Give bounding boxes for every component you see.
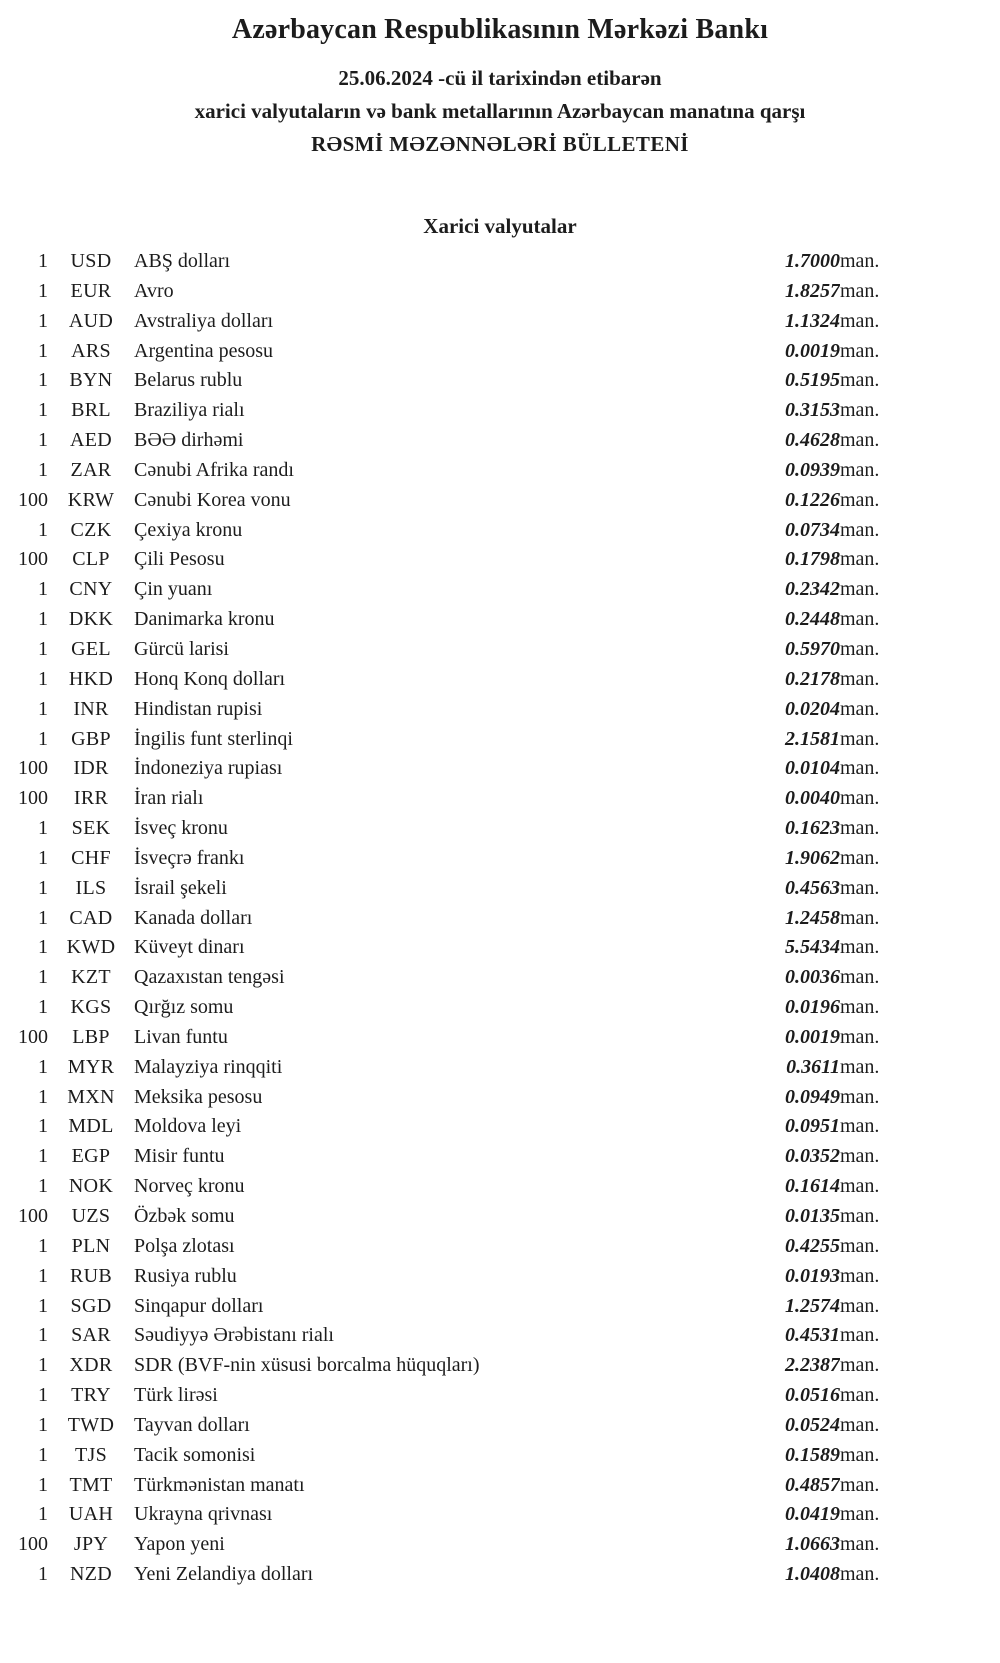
- currency-code: UZS: [71, 1205, 111, 1227]
- rate-row: [0, 277, 910, 307]
- currency-code: CHF: [71, 846, 111, 869]
- rate-row: [0, 1351, 910, 1381]
- rate-row: [0, 456, 910, 486]
- currency-code: UAH: [68, 1503, 114, 1526]
- currency-code: CZK: [70, 518, 112, 541]
- currency-name: Hindistan rupisi: [134, 697, 263, 720]
- rate-value: 0.1614: [785, 1175, 840, 1198]
- rate-row: [0, 993, 910, 1023]
- quantity: 1: [38, 1264, 48, 1287]
- currency-code: JPY: [73, 1533, 109, 1556]
- rate-value: 1.0663: [785, 1533, 840, 1556]
- rate-row: [0, 784, 910, 814]
- currency-name: Avstraliya dolları: [134, 309, 274, 332]
- unit-label: man.: [840, 846, 880, 869]
- currency-name: Cənubi Afrika randı: [134, 458, 294, 481]
- quantity: 1: [38, 1563, 48, 1586]
- rate-value: 0.0193: [785, 1264, 840, 1287]
- subtitle-line: xarici valyutaların və bank metallarının Azərbaycan manatına qarşı: [194, 99, 806, 123]
- rate-value: 0.3611: [786, 1055, 840, 1078]
- currency-name: Argentina pesosu: [134, 339, 274, 362]
- quantity: 1: [38, 339, 48, 362]
- quantity: 100: [18, 1205, 48, 1227]
- rate-row: [0, 874, 910, 904]
- exchange-rates-table: [0, 247, 910, 1590]
- unit-label: man.: [840, 996, 880, 1019]
- quantity: 1: [38, 1085, 48, 1108]
- quantity: 1: [38, 369, 48, 392]
- rate-value: 2.1581: [785, 727, 840, 750]
- currency-code: IDR: [73, 757, 109, 780]
- currency-name: Braziliya rialı: [134, 399, 245, 422]
- currency-name: Küveyt dinarı: [134, 936, 245, 959]
- rate-value: 1.2458: [785, 906, 840, 929]
- quantity: 1: [38, 906, 48, 929]
- rate-row: [0, 1112, 910, 1142]
- currency-code: BRL: [71, 399, 111, 422]
- currency-code: MYR: [67, 1055, 115, 1078]
- currency-name: İsveç kronu: [134, 817, 228, 840]
- currency-code: AED: [69, 429, 112, 452]
- currency-name: Türkmənistan manatı: [134, 1473, 305, 1496]
- rate-row: [0, 545, 910, 575]
- rate-value: 0.0019: [785, 1025, 840, 1048]
- unit-label: man.: [840, 1175, 880, 1198]
- currency-name: Özbək somu: [134, 1205, 235, 1227]
- quantity: 1: [38, 1324, 48, 1347]
- unit-label: man.: [840, 757, 880, 780]
- unit-label: man.: [840, 1354, 880, 1377]
- rate-row: [0, 1530, 910, 1560]
- currency-code: KGS: [70, 996, 112, 1019]
- rate-row: [0, 247, 910, 277]
- rate-value: 0.0196: [785, 996, 840, 1019]
- currency-name: Honq Konq dolları: [134, 667, 286, 690]
- currency-name: Belarus rublu: [134, 369, 243, 392]
- currency-code: LBP: [72, 1025, 110, 1048]
- rate-value: 0.4857: [785, 1473, 840, 1496]
- rate-row: [0, 1172, 910, 1202]
- currency-name: Çin yuanı: [134, 578, 213, 601]
- rates-table-body: [0, 247, 910, 1590]
- rate-value: 0.2342: [785, 578, 840, 601]
- currency-code: DKK: [68, 608, 114, 631]
- unit-label: man.: [840, 429, 880, 452]
- currency-name: Moldova leyi: [134, 1115, 242, 1138]
- currency-code: MDL: [68, 1115, 114, 1138]
- rate-value: 0.4628: [785, 429, 840, 452]
- unit-label: man.: [840, 1443, 880, 1466]
- unit-label: man.: [840, 458, 880, 481]
- unit-label: man.: [840, 1503, 880, 1526]
- quantity: 1: [38, 637, 48, 660]
- rate-row: [0, 1381, 910, 1411]
- quantity: 1: [38, 1145, 48, 1168]
- rate-row: [0, 904, 910, 934]
- unit-label: man.: [840, 1384, 880, 1407]
- currency-name: Sinqapur dolları: [134, 1294, 264, 1317]
- unit-label: man.: [840, 1413, 880, 1436]
- rate-value: 0.1623: [785, 817, 840, 840]
- quantity: 1: [38, 966, 48, 989]
- currency-code: ZAR: [70, 458, 112, 481]
- currency-code: CLP: [72, 548, 110, 571]
- quantity: 1: [38, 996, 48, 1019]
- quantity: 1: [38, 279, 48, 302]
- rate-value: 0.1589: [785, 1443, 840, 1466]
- unit-label: man.: [840, 1055, 880, 1078]
- rate-value: 0.0419: [785, 1503, 840, 1526]
- currency-name: Misir funtu: [134, 1145, 225, 1168]
- rate-row: [0, 1560, 910, 1590]
- currency-name: Malayziya rinqqiti: [134, 1055, 283, 1078]
- currency-code: PLN: [71, 1234, 111, 1257]
- rate-row: [0, 1083, 910, 1113]
- rate-row: [0, 396, 910, 426]
- unit-label: man.: [840, 548, 880, 571]
- rate-row: [0, 605, 910, 635]
- unit-label: man.: [840, 1324, 880, 1347]
- currency-name: Türk lirəsi: [134, 1384, 218, 1407]
- currency-name: Cənubi Korea vonu: [134, 488, 291, 511]
- rate-row: [0, 963, 910, 993]
- currency-code: SGD: [70, 1294, 112, 1317]
- currency-code: NOK: [68, 1175, 114, 1198]
- currency-name: Kanada dolları: [134, 906, 253, 929]
- unit-label: man.: [840, 279, 880, 302]
- rate-value: 0.5195: [785, 369, 840, 392]
- currency-name: BƏƏ dirhəmi: [134, 429, 244, 452]
- currency-name: Ukrayna qrivnası: [134, 1503, 273, 1526]
- currency-name: İndoneziya rupiası: [134, 757, 283, 780]
- currency-name: Qazaxıstan tengəsi: [134, 966, 285, 989]
- rate-row: [0, 1411, 910, 1441]
- rate-value: 0.0019: [785, 339, 840, 362]
- unit-label: man.: [840, 1234, 880, 1257]
- rate-value: 0.0734: [785, 518, 840, 541]
- currency-code: XDR: [69, 1354, 113, 1377]
- quantity: 1: [38, 1473, 48, 1496]
- rate-value: 0.0524: [785, 1413, 840, 1436]
- quantity: 1: [38, 250, 48, 272]
- currency-code: RUB: [69, 1264, 113, 1287]
- rate-row: [0, 1053, 910, 1083]
- currency-code: TWD: [67, 1413, 115, 1436]
- rate-row: [0, 725, 910, 755]
- currency-name: Çili Pesosu: [134, 548, 225, 571]
- currency-code: KRW: [67, 488, 115, 511]
- unit-label: man.: [840, 309, 880, 332]
- rate-value: 0.2178: [785, 667, 840, 690]
- quantity: 1: [38, 1175, 48, 1198]
- rate-row: [0, 695, 910, 725]
- currency-code: CAD: [69, 906, 113, 929]
- rate-row: [0, 1321, 910, 1351]
- unit-label: man.: [840, 488, 880, 511]
- unit-label: man.: [840, 906, 880, 929]
- currency-name: Gürcü larisi: [134, 637, 229, 660]
- currency-code: KWD: [66, 936, 116, 959]
- unit-label: man.: [840, 250, 880, 272]
- currency-code: CNY: [69, 578, 113, 601]
- unit-label: man.: [840, 339, 880, 362]
- rate-value: 0.0516: [785, 1384, 840, 1407]
- rate-row: [0, 665, 910, 695]
- quantity: 1: [38, 1384, 48, 1407]
- quantity: 1: [38, 1443, 48, 1466]
- rate-value: 0.0949: [785, 1085, 840, 1108]
- quantity: 100: [18, 548, 48, 571]
- rate-row: [0, 1441, 910, 1471]
- unit-label: man.: [840, 727, 880, 750]
- quantity: 1: [38, 1234, 48, 1257]
- currency-code: TJS: [74, 1443, 108, 1466]
- quantity: 1: [38, 846, 48, 869]
- rate-value: 1.8257: [785, 279, 840, 302]
- rate-value: 0.0104: [785, 757, 840, 780]
- currency-name: Danimarka kronu: [134, 608, 275, 631]
- rate-row: [0, 754, 910, 784]
- rate-value: 1.9062: [785, 846, 840, 869]
- rate-row: [0, 1202, 910, 1232]
- rate-row: [0, 337, 910, 367]
- bulletin-title: RƏSMİ MƏZƏNNƏLƏRİ BÜLLETENİ: [311, 132, 689, 156]
- quantity: 1: [38, 1294, 48, 1317]
- currency-name: Tayvan dolları: [134, 1413, 250, 1436]
- unit-label: man.: [840, 876, 880, 899]
- bulletin-header: [0, 14, 1000, 161]
- rate-value: 0.1798: [785, 548, 840, 571]
- rate-row: [0, 635, 910, 665]
- rate-value: 0.4563: [785, 876, 840, 899]
- rate-value: 1.1324: [785, 309, 840, 332]
- rate-value: 0.0951: [785, 1115, 840, 1138]
- currency-name: Livan funtu: [134, 1025, 228, 1048]
- quantity: 100: [18, 1025, 48, 1048]
- currency-code: USD: [70, 250, 112, 272]
- quantity: 1: [38, 1115, 48, 1138]
- currency-name: Avro: [134, 279, 174, 302]
- currency-code: ARS: [71, 339, 111, 362]
- currency-name: İsveçrə frankı: [134, 846, 245, 869]
- currency-code: GEL: [71, 637, 111, 660]
- unit-label: man.: [840, 1115, 880, 1138]
- unit-label: man.: [840, 1145, 880, 1168]
- currency-code: INR: [73, 697, 109, 720]
- rate-value: 2.2387: [785, 1354, 840, 1377]
- section-title-foreign-currencies: Xarici valyutalar: [423, 214, 577, 238]
- effective-date-line: 25.06.2024 -cü il tarixindən etibarən: [338, 66, 662, 90]
- currency-code: MXN: [67, 1085, 115, 1108]
- quantity: 1: [38, 309, 48, 332]
- rate-row: [0, 366, 910, 396]
- unit-label: man.: [840, 399, 880, 422]
- currency-code: KZT: [71, 966, 111, 989]
- unit-label: man.: [840, 1563, 880, 1586]
- rate-value: 0.0040: [785, 787, 840, 810]
- quantity: 1: [38, 578, 48, 601]
- unit-label: man.: [840, 936, 880, 959]
- rate-row: [0, 1232, 910, 1262]
- rate-row: [0, 307, 910, 337]
- unit-label: man.: [840, 787, 880, 810]
- rate-value: 0.5970: [785, 637, 840, 660]
- currency-name: Polşa zlotası: [134, 1234, 235, 1257]
- unit-label: man.: [840, 369, 880, 392]
- currency-code: IRR: [73, 787, 109, 810]
- rate-value: 1.2574: [785, 1294, 840, 1317]
- currency-name: İsrail şekeli: [134, 876, 227, 899]
- rate-value: 5.5434: [785, 936, 840, 959]
- rate-value: 0.4531: [785, 1324, 840, 1347]
- unit-label: man.: [840, 697, 880, 720]
- currency-code: SEK: [71, 817, 111, 840]
- unit-label: man.: [840, 817, 880, 840]
- rate-value: 0.0036: [785, 966, 840, 989]
- unit-label: man.: [840, 1533, 880, 1556]
- currency-code: EUR: [70, 279, 112, 302]
- currency-code: BYN: [69, 369, 113, 392]
- quantity: 1: [38, 429, 48, 452]
- unit-label: man.: [840, 608, 880, 631]
- rate-value: 1.7000: [785, 250, 840, 272]
- rate-value: 0.0204: [785, 697, 840, 720]
- unit-label: man.: [840, 1473, 880, 1496]
- currency-name: Meksika pesosu: [134, 1085, 263, 1108]
- currency-name: Yapon yeni: [134, 1533, 225, 1556]
- currency-name: ABŞ dolları: [134, 250, 231, 272]
- unit-label: man.: [840, 637, 880, 660]
- rate-value: 0.0939: [785, 458, 840, 481]
- rate-row: [0, 933, 910, 963]
- currency-name: Qırğız somu: [134, 996, 234, 1019]
- rate-row: [0, 1292, 910, 1322]
- currency-code: GBP: [71, 727, 111, 750]
- rate-row: [0, 575, 910, 605]
- rate-row: [0, 814, 910, 844]
- rate-value: 0.2448: [785, 608, 840, 631]
- quantity: 100: [18, 488, 48, 511]
- quantity: 1: [38, 1503, 48, 1526]
- rate-row: [0, 844, 910, 874]
- unit-label: man.: [840, 518, 880, 541]
- unit-label: man.: [840, 578, 880, 601]
- quantity: 100: [18, 787, 48, 810]
- quantity: 1: [38, 518, 48, 541]
- quantity: 1: [38, 817, 48, 840]
- rate-value: 1.0408: [785, 1563, 840, 1586]
- bank-title: Azərbaycan Respublikasının Mərkəzi Bankı: [231, 14, 769, 45]
- quantity: 1: [38, 399, 48, 422]
- quantity: 1: [38, 697, 48, 720]
- unit-label: man.: [840, 667, 880, 690]
- unit-label: man.: [840, 1085, 880, 1108]
- rate-value: 0.3153: [785, 399, 840, 422]
- currency-name: Norveç kronu: [134, 1175, 245, 1198]
- quantity: 1: [38, 936, 48, 959]
- quantity: 1: [38, 727, 48, 750]
- rate-value: 0.0135: [785, 1205, 840, 1227]
- rate-value: 0.0352: [785, 1145, 840, 1168]
- unit-label: man.: [840, 1025, 880, 1048]
- quantity: 100: [18, 757, 48, 780]
- quantity: 1: [38, 608, 48, 631]
- currency-code: AUD: [68, 309, 114, 332]
- quantity: 1: [38, 667, 48, 690]
- rate-row: [0, 1262, 910, 1292]
- quantity: 1: [38, 1055, 48, 1078]
- currency-code: EGP: [71, 1145, 111, 1168]
- quantity: 100: [18, 1533, 48, 1556]
- quantity: 1: [38, 1413, 48, 1436]
- rate-row: [0, 1471, 910, 1501]
- rate-row: [0, 1142, 910, 1172]
- rate-row: [0, 1500, 910, 1530]
- currency-code: HKD: [68, 667, 114, 690]
- currency-name: İngilis funt sterlinqi: [134, 727, 293, 750]
- unit-label: man.: [840, 1294, 880, 1317]
- quantity: 1: [38, 876, 48, 899]
- currency-code: SAR: [71, 1324, 111, 1347]
- rate-row: [0, 516, 910, 546]
- unit-label: man.: [840, 966, 880, 989]
- rate-row: [0, 1023, 910, 1053]
- currency-name: İran rialı: [134, 787, 204, 810]
- rate-value: 0.1226: [785, 488, 840, 511]
- currency-name: Çexiya kronu: [134, 518, 243, 541]
- unit-label: man.: [840, 1264, 880, 1287]
- rate-row: [0, 426, 910, 456]
- rate-row: [0, 486, 910, 516]
- currency-name: Səudiyyə Ərəbistanı rialı: [134, 1324, 334, 1347]
- currency-name: SDR (BVF-nin xüsusi borcalma hüquqları): [134, 1354, 480, 1377]
- currency-code: ILS: [75, 876, 107, 899]
- quantity: 1: [38, 1354, 48, 1377]
- currency-name: Tacik somonisi: [134, 1443, 256, 1466]
- quantity: 1: [38, 458, 48, 481]
- currency-code: NZD: [69, 1563, 112, 1586]
- currency-code: TRY: [71, 1384, 111, 1407]
- unit-label: man.: [840, 1205, 880, 1227]
- currency-code: TMT: [69, 1473, 113, 1496]
- currency-name: Rusiya rublu: [134, 1264, 237, 1287]
- rate-value: 0.4255: [785, 1234, 840, 1257]
- currency-name: Yeni Zelandiya dolları: [134, 1563, 314, 1586]
